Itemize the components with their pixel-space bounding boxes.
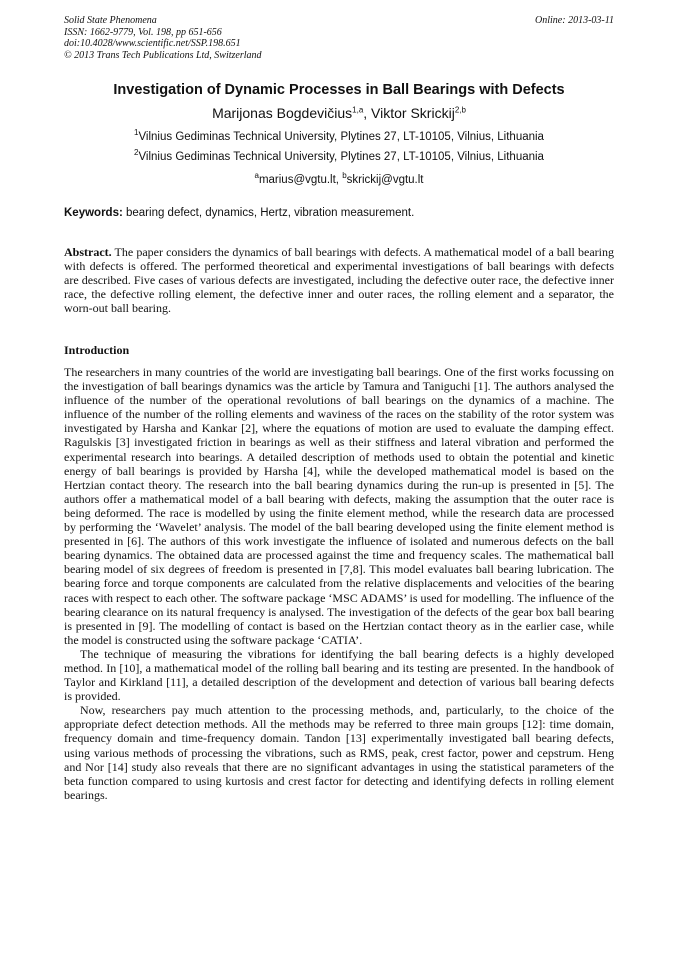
keywords-label: Keywords: [64, 207, 123, 219]
abstract [64, 245, 614, 315]
introduction-body [64, 365, 614, 802]
online-date: Online: 2013-03-11 [535, 15, 614, 26]
journal-issn: ISSN: 1662-9779, Vol. 198, pp 651-656 [64, 26, 222, 38]
author-separator: , [363, 105, 372, 121]
email-a: marius@vgtu.lt, [258, 174, 343, 186]
journal-doi: doi:10.4028/www.scientific.net/SSP.198.651 [64, 38, 241, 49]
keywords [64, 207, 614, 219]
affiliation-1-text: Vilnius Gediminas Technical University, Plytines 27, LT-10105, Vilnius, Lithuania [138, 131, 544, 143]
keywords-text: bearing defect, dynamics, Hertz, vibration measurement. [122, 207, 415, 219]
affiliation-1-sup: 1 [134, 128, 139, 138]
author-2: Viktor Skrickij [371, 105, 455, 121]
affiliation-2-sup: 2 [134, 148, 139, 158]
section-heading-introduction: Introduction [64, 343, 130, 357]
affiliation-1 [40, 128, 638, 143]
intro-paragraph-1: The researchers in many countries of the world are investigating ball bearings. One of the first works focussing on the investigation of ball bearings dynamics was the article by Tamura and Taniguchi [1]. The authors analysed the influence of the number of the operational revolutions of ball bearings on the dynamics of a machine. The influence of the number of the rolling elements and waviness of the races on the stability of the rotor system was investigated by Harsha and Kankar [2], where the equations of motion are used to evaluate the damping effect. Ragulskis [3] investigated friction in bearings as well as their stiffness and lateral vibration and performed the experimental research into bearings. A detailed description of methods used to obtain the potential and kinetic energy of ball bearings is provided by Harsha [4], while the developed mathematical model is based on the Hertzian contact theory. The research into the ball bearing dynamics during the run-up is presented in [5]. The authors offer a mathematical model of a ball bearing with defects, making the assumption that the outer race is being deformed. The race is modelled by using the finite element method, while the research data are processed by performing the ‘Wavelet’ analysis. The model of the ball bearing developed using the finite element method is presented in [6]. The authors of this work investigate the influence of isolated and numerous defects on the ball bearing dynamics. The obtained data are processed against the time and frequency scales. The mathematical ball bearing model of six degrees of freedom is presented in [7,8]. This model evaluates ball bearing lubrication. The bearing force and torque components are calculated from the relative displacements and velocities of the bearing races with respect to each other. The software package ‘MSC ADAMS’ is used for modelling. The influence of the bearing clearance on its natural frequency is analysed. The investigation of the defects of the gear box ball bearing is presented in [9]. The modelling of contact is based on the Hertzian contact theory as in the earlier case, while the model is constructed using the software package ‘CATIA’. [64, 365, 614, 647]
email-b: skrickij@vgtu.lt [346, 174, 424, 186]
affiliation-2-text: Vilnius Gediminas Technical University, Plytines 27, LT-10105, Vilnius, Lithuania [138, 151, 544, 163]
author-1-sup: 1,a [352, 105, 364, 115]
author-1: Marijonas Bogdevičius [212, 105, 353, 121]
intro-paragraph-2: The technique of measuring the vibrations for identifying the ball bearing defects is a highly developed method. In [10], a mathematical model of the rolling ball bearing and its testing are presented. In the handbook of Taylor and Kirkland [11], a detailed description of the development and detection of various ball bearing defects is provided. [64, 646, 614, 704]
paper-title: Investigation of Dynamic Processes in Ball Bearings with Defects [113, 82, 565, 98]
abstract-label: Abstract. [64, 245, 112, 259]
journal-name: Solid State Phenomena [64, 15, 157, 26]
email-line [40, 171, 638, 186]
author-line [40, 105, 638, 121]
affiliation-2 [40, 148, 638, 163]
journal-header [64, 15, 262, 61]
author-2-sup: 2,b [454, 105, 466, 115]
email-a-sup: a [254, 171, 259, 181]
journal-copyright: © 2013 Trans Tech Publications Ltd, Switzerland [64, 49, 262, 61]
intro-paragraph-3: Now, researchers pay much attention to the processing methods, and, particularly, to the choice of the appropriate defect detection methods. All the methods may be referred to three main groups [12]: time domain, frequency domain and time-frequency domain. Tandon [13] experimentally investigated ball bearing defects, using various methods of processing the vibrations, such as RMS, peak, crest factor, power and cepstrum. Heng and Nor [14] study also reveals that there are no significant advantages in using the statistical parameters of the beta function compared to using kurtosis and crest factor for detecting and identifying defects in rolling element bearings. [64, 703, 614, 802]
email-b-sup: b [342, 171, 347, 181]
abstract-text: The paper considers the dynamics of ball bearings with defects. A mathematical model of a ball bearing with defects is offered. The performed theoretical and experimental investigations of ball bearings with defects are described. Five cases of various defects are investigated, including the defective outer race, the defective inner race, the defective rolling element, the defective inner and outer races, the rolling element and a separator, the worn-out ball bearing. [64, 245, 614, 316]
abstract-paragraph [64, 245, 614, 315]
